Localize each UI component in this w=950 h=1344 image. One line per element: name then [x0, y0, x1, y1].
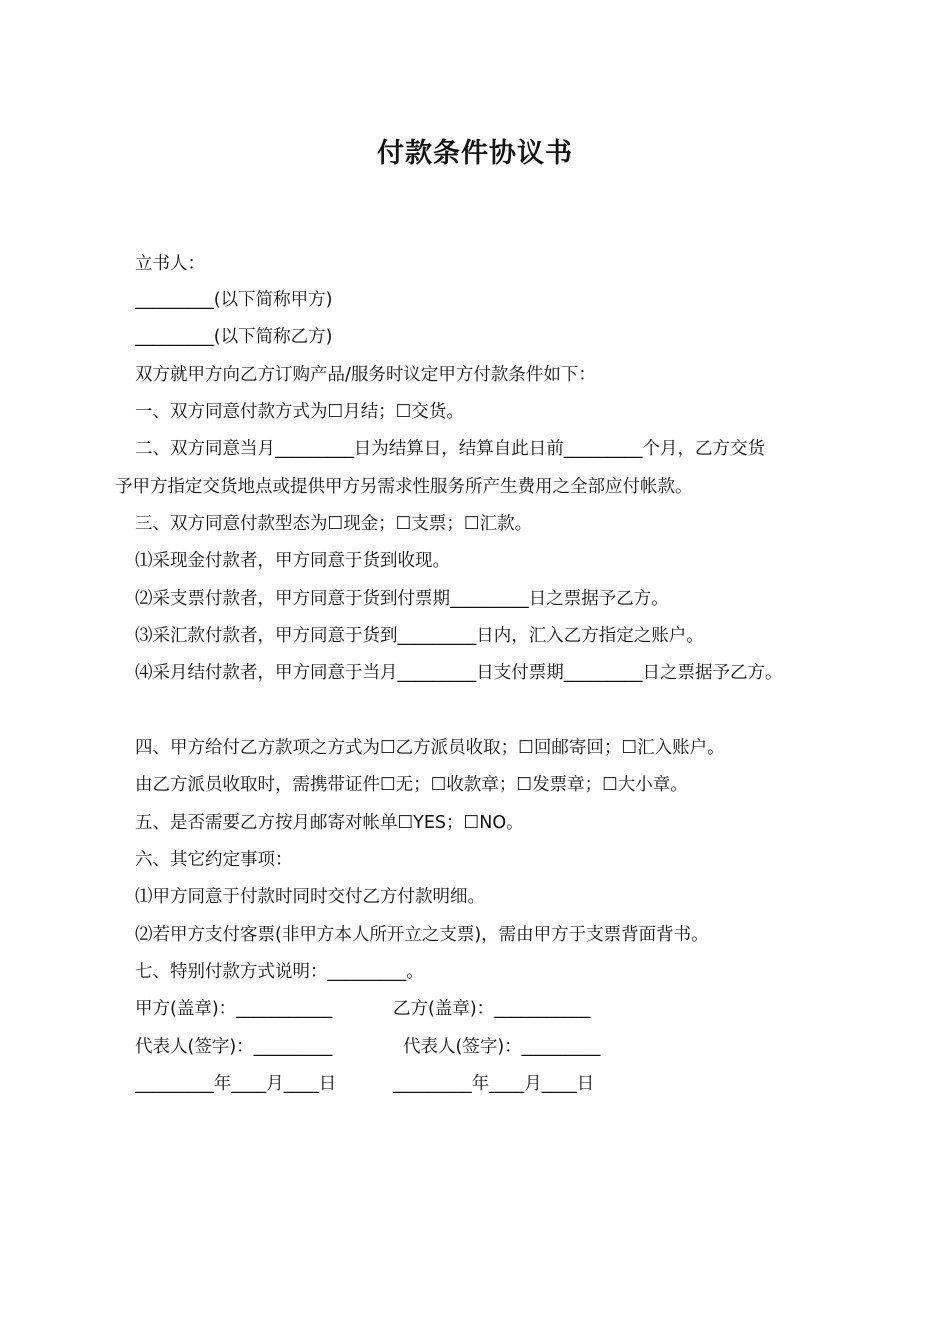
text-line-intro: 双方就甲方向乙方订购产品/服务时议定甲方付款条件如下：: [135, 365, 596, 385]
clause-4-continued: 由乙方派员收取时，需携带证件☐无；☐收款章；☐发票章；☐大小章。: [135, 775, 688, 795]
clause-6: 六、其它约定事项：: [135, 850, 293, 870]
clause-7: 七、特别付款方式说明：_________。: [135, 962, 424, 982]
party-a-representative: 代表人(签字)：_________: [135, 1037, 333, 1057]
party-b-date: _________年____月____日: [393, 1074, 595, 1094]
clause-6-item-2: ⑵若甲方支付客票(非甲方本人所开立之支票)，需由甲方于支票背面背书。: [135, 925, 709, 945]
clause-3-item-3: ⑶采汇款付款者，甲方同意于货到_________日内，汇入乙方指定之账户。: [135, 626, 704, 646]
document-title: 付款条件协议书: [377, 138, 573, 169]
party-a-seal: 甲方(盖章)：___________: [135, 999, 333, 1019]
clause-3-item-4: ⑷采月结付款者，甲方同意于当月_________日支付票期_________日之票据予乙方。: [135, 663, 783, 683]
clause-4: 四、甲方给付乙方款项之方式为☐乙方派员收取；☐回邮寄回；☐汇入账户。: [135, 738, 725, 758]
text-line-party-a: _________(以下简称甲方): [135, 290, 333, 310]
text-line-party-b: _________(以下简称乙方): [135, 327, 333, 347]
text-line-signatories: 立书人：: [135, 254, 205, 274]
clause-3-item-2: ⑵采支票付款者，甲方同意于货到付票期_________日之票据予乙方。: [135, 589, 669, 609]
clause-6-item-1: ⑴甲方同意于付款时同时交付乙方付款明细。: [135, 887, 485, 907]
clause-5: 五、是否需要乙方按月邮寄对帐单☐YES；☐NO。: [135, 813, 524, 833]
clause-3-item-1: ⑴采现金付款者，甲方同意于货到收现。: [135, 551, 450, 571]
clause-2: 二、双方同意当月_________日为结算日，结算自此日前_________个月，乙方交货: [135, 439, 765, 459]
party-b-seal: 乙方(盖章)：___________: [393, 999, 591, 1019]
party-a-date: _________年____月____日: [135, 1074, 337, 1094]
clause-1: 一、双方同意付款方式为☐月结；☐交货。: [135, 402, 464, 422]
clause-2-continued: 予甲方指定交货地点或提供甲方另需求性服务所产生费用之全部应付帐款。: [115, 477, 693, 497]
clause-3: 三、双方同意付款型态为☐现金；☐支票；☐汇款。: [135, 514, 533, 534]
party-b-representative: 代表人(签字)：_________: [403, 1037, 601, 1057]
